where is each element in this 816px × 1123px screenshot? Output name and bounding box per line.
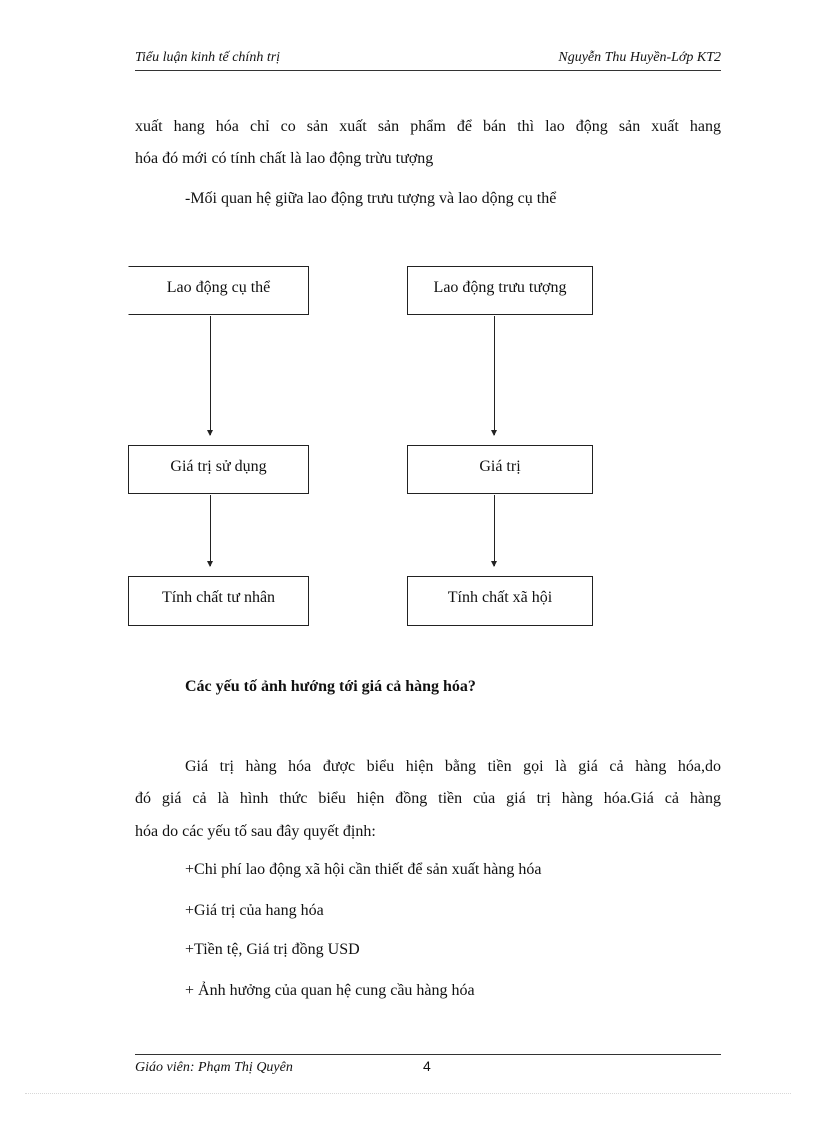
page-number: 4 (423, 1058, 431, 1074)
box-concrete-labor (128, 266, 309, 315)
box-label: Lao động cụ thể (166, 279, 271, 296)
arrow-down (210, 495, 211, 566)
paragraph-line: hóa đó mới có tính chất là lao động trừu tượng (135, 150, 434, 167)
section-heading: Các yếu tố ảnh hướng tới giá cả hàng hóa? (185, 678, 476, 695)
box-label: Tính chất tư nhân (161, 589, 276, 606)
arrow-down (210, 316, 211, 435)
page-bottom-divider (25, 1093, 791, 1094)
box-private-character (128, 576, 309, 626)
list-item: +Giá trị của hang hóa (185, 902, 324, 919)
box-abstract-labor (407, 266, 593, 315)
relation-line: -Mối quan hệ giữa lao động trưu tượng và lao dộng cụ thể (185, 190, 557, 207)
page-footer (135, 1054, 721, 1079)
paragraph-line: Giá trị hàng hóa được biểu hiện bằng tiền gọi là giá cả hàng hóa,do (185, 758, 721, 775)
box-label: Tính chất xã hội (447, 589, 553, 606)
arrow-down (494, 495, 495, 566)
page-header (135, 50, 721, 71)
paragraph-line: xuất hang hóa chỉ co sản xuất sản phẩm để bán thì lao động sản xuất hang (135, 118, 721, 135)
box-label: Lao động trưu tượng (433, 279, 567, 296)
header-author: Nguyễn Thu Huyền-Lớp KT2 (558, 50, 721, 65)
box-value (407, 445, 593, 494)
list-item: + Ảnh hưởng của quan hệ cung cầu hàng hóa (185, 982, 475, 999)
list-item: +Tiền tệ, Giá trị đồng USD (185, 941, 360, 958)
header-title: Tiểu luận kinh tế chính trị (135, 50, 281, 65)
paragraph-line: đó giá cả là hình thức biểu hiện đồng tiền của giá trị hàng hóa.Giá cả hàng (135, 790, 721, 807)
arrow-down (494, 316, 495, 435)
list-item: +Chi phí lao động xã hội cần thiết để sản xuất hàng hóa (185, 861, 542, 878)
box-label: Giá trị (479, 458, 521, 475)
box-label: Giá trị sử dụng (170, 458, 267, 475)
box-social-character (407, 576, 593, 626)
footer-teacher: Giáo viên: Phạm Thị Quyên (135, 1060, 293, 1075)
paragraph-line: hóa do các yếu tố sau đây quyết định: (135, 823, 376, 840)
box-use-value (128, 445, 309, 494)
